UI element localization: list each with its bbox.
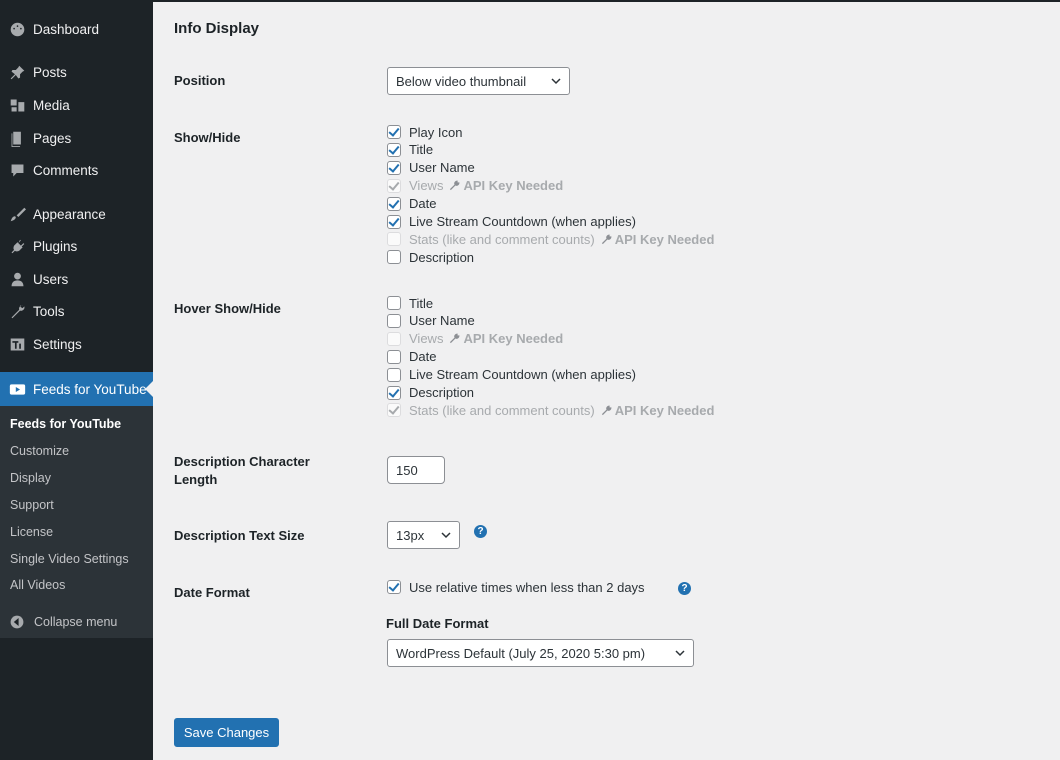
users-icon (8, 270, 26, 288)
submenu-item-all-videos[interactable]: All Videos (10, 578, 66, 592)
desc-text-size-value: 13px (396, 527, 425, 543)
checkbox-option[interactable] (387, 123, 462, 141)
api-key-note (449, 331, 563, 346)
checkbox[interactable] (387, 314, 401, 328)
pin-icon (8, 63, 26, 81)
wrench-icon (601, 234, 612, 245)
sidebar-item-label: Pages (33, 130, 72, 146)
relative-times-label: Use relative times when less than 2 days (409, 579, 645, 595)
sidebar-item-plugins[interactable] (0, 232, 153, 260)
checkbox-option[interactable] (387, 195, 436, 213)
checkbox-option[interactable] (387, 312, 475, 330)
checkbox-option[interactable] (387, 294, 433, 312)
chevron-down-icon (551, 77, 561, 85)
submenu-item-feeds-for-youtube[interactable]: Feeds for YouTube (10, 417, 122, 431)
submenu-item-support[interactable]: Support (10, 498, 54, 512)
checkbox (387, 232, 401, 246)
submenu-item-single-video-settings[interactable]: Single Video Settings (10, 552, 129, 566)
checkbox[interactable] (387, 368, 401, 382)
sidebar-item-label: Users (33, 271, 69, 287)
checkbox-option[interactable] (387, 248, 474, 266)
checkbox[interactable] (387, 250, 401, 264)
full-date-format-label: Full Date Format (386, 616, 489, 631)
sidebar-item-comments[interactable] (0, 156, 153, 184)
paintbrush-icon (8, 205, 26, 223)
collapse-label: Collapse menu (34, 615, 118, 629)
api-key-note (601, 403, 715, 418)
full-date-format-select[interactable] (387, 639, 694, 667)
position-select-value: Below video thumbnail (396, 73, 527, 89)
sidebar-submenu (0, 406, 153, 638)
tools-icon (8, 302, 26, 320)
api-key-note (601, 232, 715, 247)
sidebar-item-media[interactable] (0, 91, 153, 119)
sidebar-item-label: Posts (33, 64, 67, 80)
checkbox-label: User Name (409, 313, 475, 329)
sidebar-item-pages[interactable] (0, 124, 153, 152)
checkbox-option[interactable] (387, 384, 474, 402)
full-date-format-value: WordPress Default (July 25, 2020 5:30 pm) (396, 645, 646, 661)
top-border (0, 0, 1060, 2)
chevron-down-icon (441, 531, 451, 539)
sidebar-item-tools[interactable] (0, 297, 153, 325)
submenu-item-license[interactable]: License (10, 525, 54, 539)
sidebar-item-label: Media (33, 97, 70, 113)
help-icon[interactable]: ? (678, 582, 691, 595)
desc-text-size-select[interactable] (387, 521, 460, 549)
sidebar-item-dashboard[interactable] (0, 15, 153, 43)
checkbox-option[interactable] (387, 141, 433, 159)
checkbox-option (387, 177, 563, 195)
sidebar-item-label: Plugins (33, 238, 78, 254)
sidebar-item-label: Settings (33, 336, 82, 352)
checkbox-option[interactable] (387, 213, 636, 231)
checkbox-label: Date (409, 196, 437, 212)
show-hide-label: Show/Hide (174, 130, 241, 145)
desc-length-input[interactable] (387, 456, 445, 484)
checkbox-option[interactable] (387, 348, 436, 366)
wrench-icon (601, 405, 612, 416)
checkbox-label: Stats (like and comment counts) (409, 231, 595, 247)
submenu-item-customize[interactable]: Customize (10, 444, 70, 458)
wrench-icon (449, 333, 460, 344)
admin-sidebar (0, 0, 153, 760)
sidebar-item-label: Comments (33, 162, 99, 178)
checkbox[interactable] (387, 197, 401, 211)
checkbox-label: Description (409, 249, 475, 265)
checkbox-label: Play Icon (409, 124, 463, 140)
checkbox-label: User Name (409, 160, 475, 176)
sidebar-item-feeds-for-youtube[interactable] (0, 372, 153, 406)
wrench-icon (449, 180, 460, 191)
sidebar-item-appearance[interactable] (0, 200, 153, 228)
collapse-menu-button[interactable] (0, 611, 153, 633)
desc-length-value: 150 (396, 462, 418, 478)
checkbox-option[interactable] (387, 159, 475, 177)
checkbox (387, 403, 401, 417)
checkbox[interactable] (387, 350, 401, 364)
checkbox-label: Views (409, 331, 444, 347)
dashboard-icon (8, 20, 26, 38)
relative-times-option[interactable] (387, 578, 645, 596)
checkbox-label: Live Stream Countdown (when applies) (409, 214, 636, 229)
sidebar-item-label: Dashboard (33, 21, 100, 37)
save-changes-button[interactable]: Save Changes (174, 718, 279, 747)
desc-length-label (174, 453, 310, 489)
api-key-note (449, 178, 563, 193)
position-select[interactable] (387, 67, 570, 95)
api-key-note-text: API Key Needed (463, 331, 564, 347)
checkbox[interactable] (387, 143, 401, 157)
checkbox-label: Live Stream Countdown (when applies) (409, 367, 636, 383)
desc-length-label-line2: Length (174, 472, 218, 487)
checkbox-option (387, 330, 563, 348)
checkbox[interactable] (387, 161, 401, 175)
chevron-down-icon (675, 649, 685, 657)
checkbox[interactable] (387, 125, 401, 139)
hover-show-hide-label: Hover Show/Hide (174, 301, 281, 316)
sidebar-item-label: Tools (33, 303, 65, 319)
help-icon[interactable]: ? (474, 525, 487, 538)
checkbox-label: Views (409, 178, 444, 194)
checkbox-option[interactable] (387, 366, 636, 384)
sidebar-item-settings[interactable] (0, 330, 153, 358)
sidebar-item-label: Appearance (33, 206, 106, 222)
checkbox-label: Stats (like and comment counts) (409, 402, 595, 418)
section-title: Info Display (174, 20, 260, 37)
api-key-note-text: API Key Needed (614, 402, 715, 418)
pages-icon (8, 129, 26, 147)
checkbox-option (387, 230, 714, 248)
plugins-icon (8, 237, 26, 255)
relative-times-checkbox[interactable] (387, 580, 401, 594)
sidebar-item-users[interactable] (0, 265, 153, 293)
api-key-note-text: API Key Needed (614, 231, 715, 247)
checkbox[interactable] (387, 215, 401, 229)
checkbox-label: Date (409, 349, 437, 365)
checkbox-label: Title (409, 295, 434, 311)
sidebar-item-posts[interactable] (0, 58, 153, 86)
checkbox[interactable] (387, 296, 401, 310)
settings-icon (8, 335, 26, 353)
collapse-icon (9, 614, 25, 630)
date-format-label: Date Format (174, 585, 250, 600)
desc-text-size-label: Description Text Size (174, 528, 305, 543)
media-icon (8, 96, 26, 114)
sidebar-item-label: Feeds for YouTube (33, 381, 147, 397)
checkbox (387, 332, 401, 346)
checkbox-label: Description (409, 385, 475, 400)
api-key-note-text: API Key Needed (463, 178, 564, 194)
checkbox-label: Title (409, 142, 434, 158)
checkbox[interactable] (387, 386, 401, 400)
youtube-icon (8, 380, 26, 398)
position-label: Position (174, 73, 226, 88)
checkbox-option (387, 401, 714, 419)
checkbox (387, 179, 401, 193)
comments-icon (8, 161, 26, 179)
desc-length-label-line1: Description Character (174, 454, 310, 469)
submenu-item-display[interactable]: Display (10, 471, 51, 485)
